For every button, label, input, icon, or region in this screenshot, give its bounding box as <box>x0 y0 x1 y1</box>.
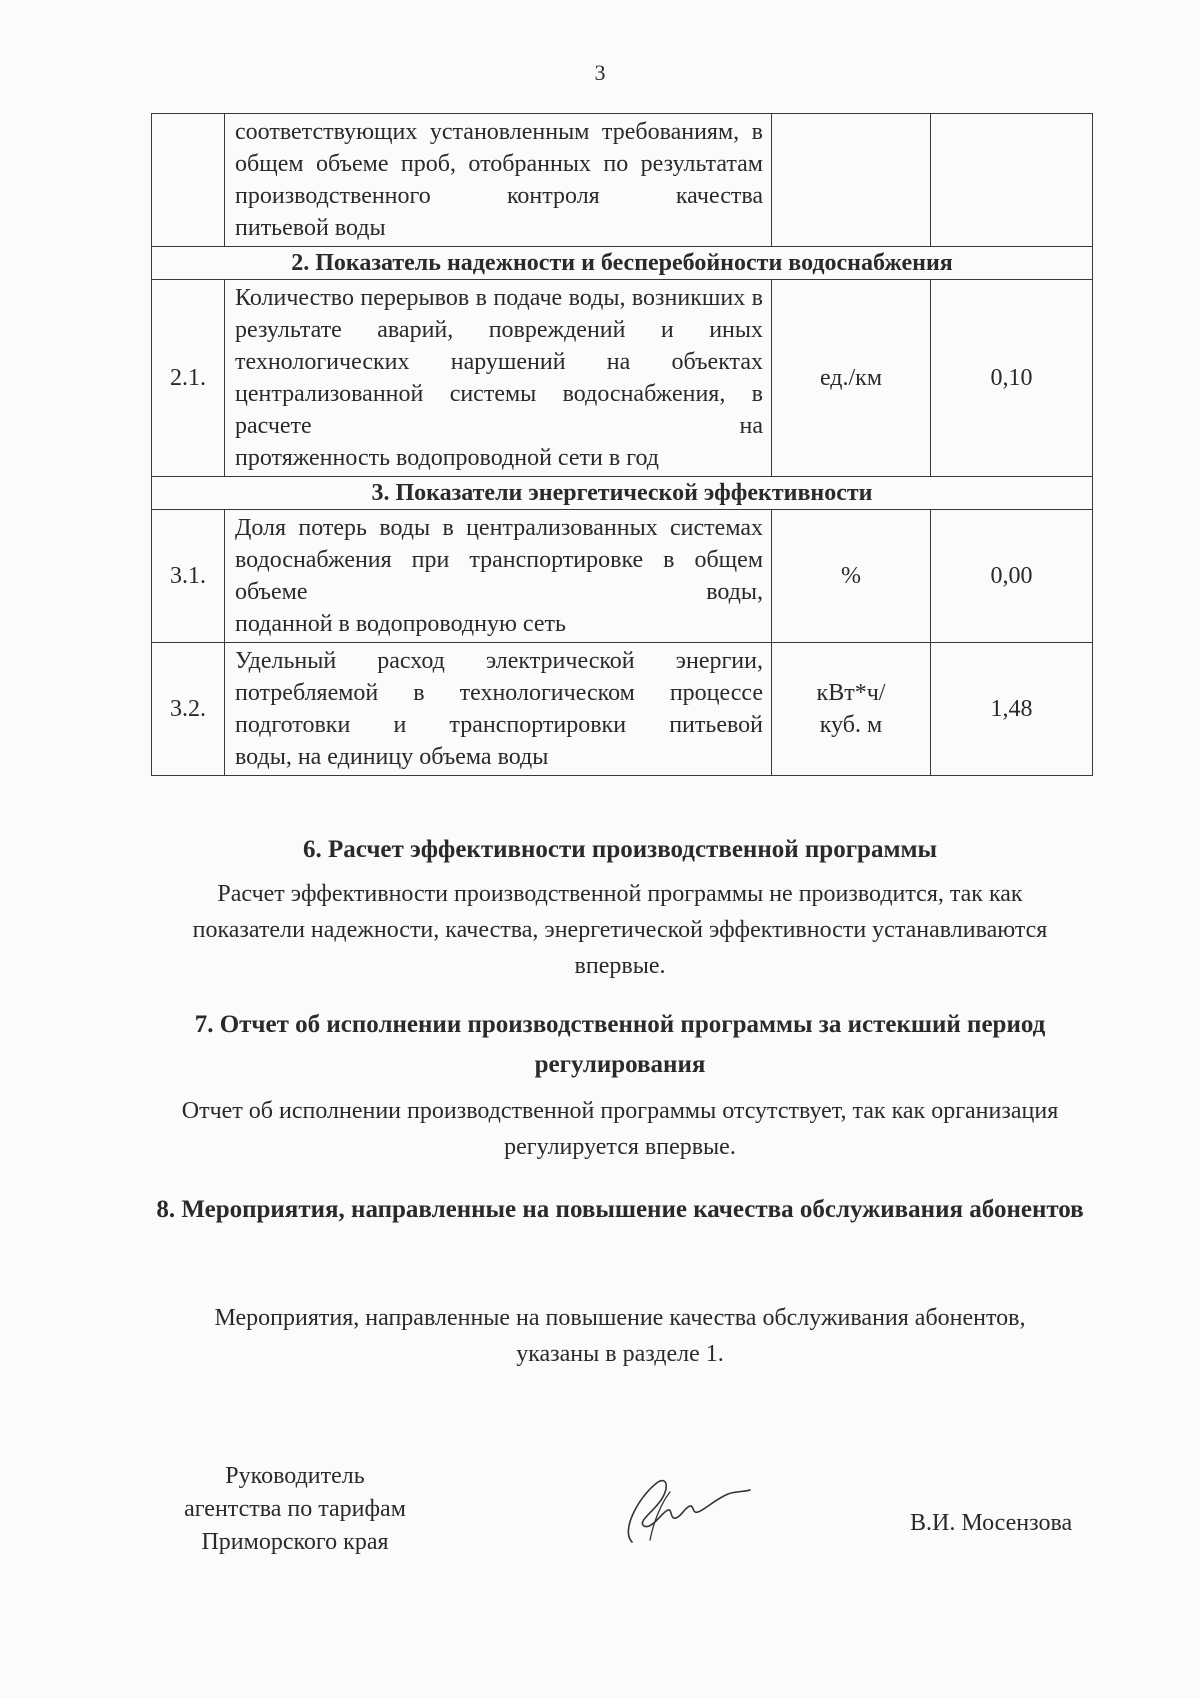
table-row <box>152 643 1093 776</box>
row-description-cell: Доля потерь воды в централизованных системах водоснабжения при транспортировке в общем объеме воды, поданной в водопроводную сеть <box>225 510 772 643</box>
row-value-cell <box>931 114 1093 247</box>
signatory-position: Руководитель агентства по тарифам Приморского края <box>184 1463 406 1555</box>
row-unit-cell: ед./км <box>772 280 931 477</box>
row-value-cell: 0,00 <box>931 510 1093 643</box>
row-description-cell: соответствующих установленным требованиям, в общем объеме проб, отобранных по результатам производственного контроля качества питьевой воды <box>225 114 772 247</box>
section3-title: 3. Показатели энергетической эффективности <box>152 477 1093 510</box>
table-row <box>152 280 1093 477</box>
row-number-cell: 3.1. <box>152 510 225 643</box>
row-value-cell: 0,10 <box>931 280 1093 477</box>
row-description-cell: Количество перерывов в подаче воды, возникших в результате аварий, повреждений и иных технологических нарушений на объектах централизованной системы водоснабжения, в расчете на протяженность водопроводной сети в год <box>225 280 772 477</box>
section2-title: 2. Показатель надежности и бесперебойности водоснабжения <box>152 247 1093 280</box>
section6-text: Расчет эффективности производственной программы не производится, так как показатели надежности, качества, энергетической эффективности устанавливаются впервые. <box>192 881 1048 979</box>
indicators-table <box>151 113 1093 776</box>
section-header-row <box>152 477 1093 510</box>
section7-text: Отчет об исполнении производственной программы отсутствует, так как организация регулируется впервые. <box>181 1098 1059 1160</box>
row-number-cell: 3.2. <box>152 643 225 776</box>
row-unit-cell <box>772 114 931 247</box>
page-number: 3 <box>594 60 606 85</box>
table-row <box>152 510 1093 643</box>
section-header-row <box>152 247 1093 280</box>
row-number-cell <box>152 114 225 247</box>
section7-title: 7. Отчет об исполнении производственной программы за истекший период регулирования <box>194 1011 1046 1078</box>
section8-title: 8. Мероприятия, направленные на повышение качества обслуживания абонентов <box>156 1196 1084 1223</box>
table-row <box>152 114 1093 247</box>
row-unit-cell: % <box>772 510 931 643</box>
signatory-name: В.И. Мосензова <box>910 1510 1073 1536</box>
row-value-cell: 1,48 <box>931 643 1093 776</box>
row-description-cell: Удельный расход электрической энергии, потребляемой в технологическом процессе подготовки и транспортировки питьевой воды, на единицу объема воды <box>225 643 772 776</box>
row-number-cell: 2.1. <box>152 280 225 477</box>
row-unit-cell: кВт*ч/ куб. м <box>772 643 931 776</box>
section8-text: Мероприятия, направленные на повышение качества обслуживания абонентов, указаны в разделе 1. <box>214 1305 1026 1367</box>
handwritten-signature <box>610 1470 760 1550</box>
section6-title: 6. Расчет эффективности производственной программы <box>302 836 938 863</box>
